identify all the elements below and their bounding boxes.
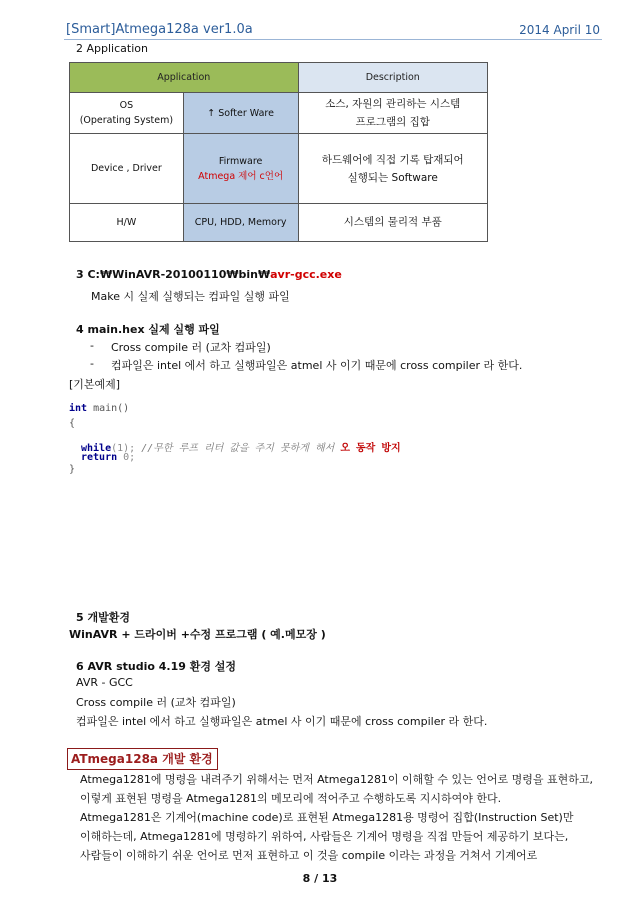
header-description: Description [298, 63, 488, 93]
dev-env-title: ATmega128a 개발 환경 [67, 748, 218, 770]
code-line-1 [69, 403, 129, 414]
document-date: 2014 April 10 [519, 23, 600, 37]
table-header-row [70, 63, 488, 93]
table-row [70, 134, 488, 204]
section-4-bullet-1: Cross compile 러 (교차 컴파일) [111, 341, 271, 354]
code-keyword: return [81, 452, 118, 463]
code-comment: //무한 루프 리터 값을 주지 못하게 해서 [135, 443, 341, 454]
code-keyword: int [69, 403, 88, 414]
device-desc-line1: 하드웨어에 직접 기록 탑재되어 [321, 153, 464, 166]
header-divider [64, 39, 602, 40]
example-label: [기본예제] [69, 378, 121, 391]
section-5-heading: 5 개발환경 [76, 611, 130, 624]
page-number: 8 / 13 [302, 872, 338, 885]
firmware-label: Firmware [218, 155, 263, 167]
firmware-cell [183, 134, 298, 204]
code-line-4 [81, 452, 135, 463]
list-item: - [90, 357, 94, 370]
section-6-line-2: Cross compile 러 (교차 컴파일) [76, 696, 236, 709]
code-keyword: while [81, 443, 112, 454]
section-4-bullet-2: 컴파일은 intel 에서 하고 실행파일은 atmel 사 이기 때문에 cross compiler 라 한다. [111, 359, 523, 372]
device-description-cell [298, 134, 488, 204]
table-row [70, 204, 488, 242]
table-row [70, 93, 488, 134]
code-number: (1); [111, 443, 136, 454]
section-3-path: 3 C:₩WinAVR-20100110₩bin₩ [76, 268, 271, 281]
section-3-exe: avr-gcc.exe [270, 268, 342, 281]
section-6-line-3: 컴파일은 intel 에서 하고 실행파일은 atmel 사 이기 때문에 cross compiler 라 한다. [76, 715, 488, 728]
device-desc-line2: 실행되는 Software [347, 171, 438, 184]
os-description-cell [298, 93, 488, 134]
code-line-5: } [69, 464, 76, 475]
os-desc-line1: 소스, 자원의 관리하는 시스템 [325, 98, 461, 110]
code-comment-highlight: 오 동작 방지 [340, 443, 401, 454]
code-number: 0; [117, 452, 136, 463]
section-5-line: WinAVR + 드라이버 +수정 프로그램 ( 예.메모장 ) [69, 628, 326, 641]
section-3-description: Make 시 실제 실행되는 컴파일 실행 파일 [91, 290, 290, 303]
dev-env-paragraph-1: Atmega1281에 명령을 내려주기 위해서는 먼저 Atmega1281이 이해할 수 있는 언어로 명령을 표현하고, [80, 773, 594, 786]
code-text: main() [87, 403, 130, 414]
device-label-cell: Device , Driver [70, 134, 184, 204]
dev-env-paragraph-3: Atmega1281은 기계어(machine code)로 표현된 Atmega1281용 명령어 집합(Instruction Set)만 [80, 811, 574, 824]
firmware-note: Atmega 제어 c언어 [198, 170, 284, 182]
header-application: Application [70, 63, 299, 93]
hw-description-cell: 시스템의 물리적 부품 [298, 204, 488, 242]
application-table [69, 62, 488, 242]
document-title: [Smart]Atmega128a ver1.0a [66, 22, 253, 37]
os-software-cell: ↑ Softer Ware [183, 93, 298, 134]
section-4-heading: 4 main.hex 실제 실행 파일 [76, 323, 220, 336]
dev-env-paragraph-2: 이렇게 표현된 명령을 Atmega1281의 메모리에 적어주고 수행하도록 지시하여야 한다. [80, 792, 502, 805]
dev-env-paragraph-5: 사람들이 이해하기 쉬운 언어로 먼저 표현하고 이 것을 compile 이라는 과정을 거쳐서 기계어로 [80, 849, 538, 862]
os-desc-line2: 프로그램의 집합 [355, 116, 430, 128]
hw-parts-cell: CPU, HDD, Memory [183, 204, 298, 242]
hw-label-cell: H/W [70, 204, 184, 242]
section-2-heading: 2 Application [76, 42, 148, 55]
section-3-heading [76, 268, 342, 281]
section-6-heading: 6 AVR studio 4.19 환경 설정 [76, 660, 237, 673]
dev-env-paragraph-4: 이해하는데, Atmega1281에 명령하기 위하여, 사람들은 기계어 명령을 직접 만들어 제공하기 보다는, [80, 830, 569, 843]
list-item: - [90, 339, 94, 352]
os-label: OS [119, 100, 134, 111]
os-label-sub: (Operating System) [79, 115, 174, 126]
os-label-cell [70, 93, 184, 134]
code-line-2: { [69, 418, 76, 429]
section-6-line-1: AVR - GCC [76, 676, 133, 689]
